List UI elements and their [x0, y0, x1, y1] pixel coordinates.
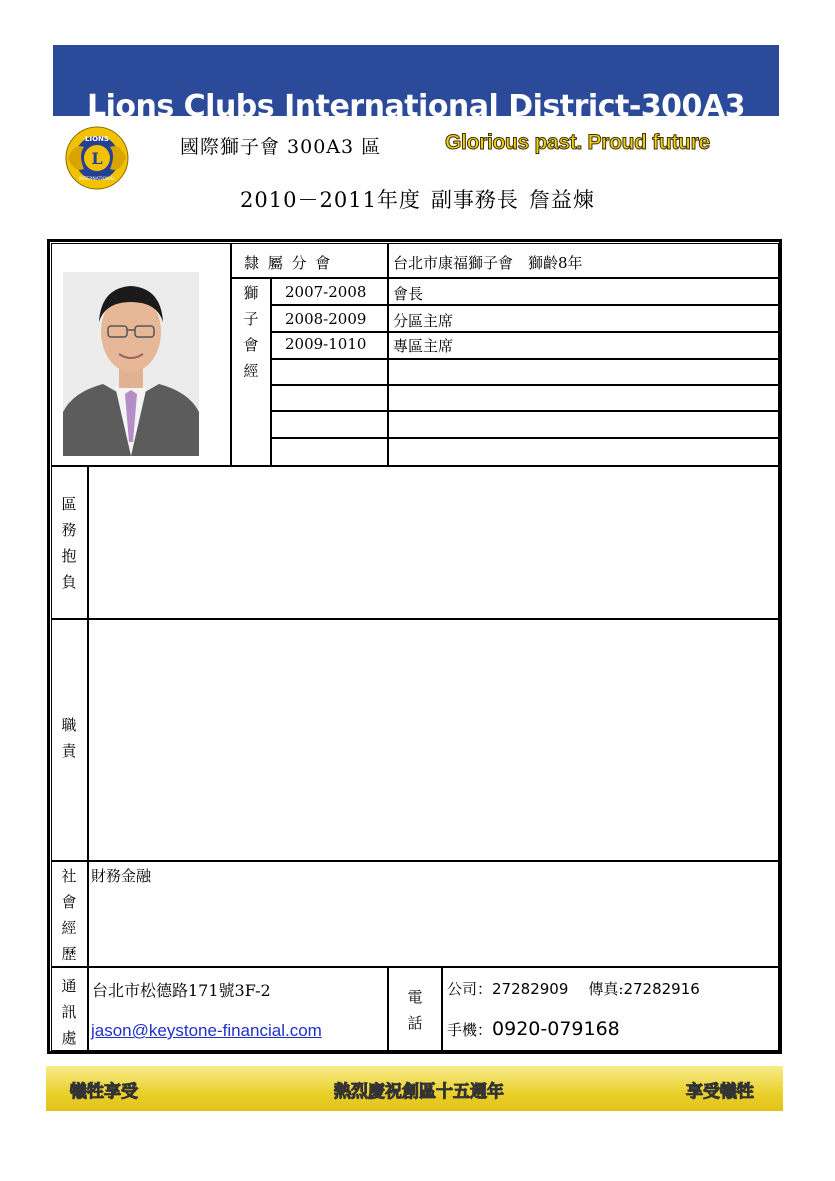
fax-label: 傳真: — [588, 980, 624, 998]
experience-role: 分區主席 — [393, 312, 454, 330]
experience-role: 專區主席 — [393, 337, 454, 355]
duty-value-cell — [88, 619, 779, 861]
slogan: Glorious past. Proud future — [445, 131, 710, 154]
banner-title: Lions Clubs International District-300A3 — [86, 89, 746, 116]
club-label-cell — [231, 243, 388, 278]
footer-left-text: 犧牲享受 — [70, 1082, 138, 1102]
logo-letter: L — [91, 149, 103, 168]
role-title: 副事務長 — [430, 188, 519, 212]
experience-role-cell — [388, 411, 779, 438]
experience-label: 獅 子 會 經 — [243, 284, 259, 380]
contact-label-cell — [51, 967, 88, 1051]
experience-role-cell — [388, 359, 779, 385]
email-link[interactable]: jason@keystone-financial.com — [91, 1021, 322, 1040]
club-value-cell — [388, 243, 779, 278]
experience-label-cell — [231, 278, 271, 466]
mobile-label: 手機： — [447, 1021, 493, 1039]
experience-year-cell — [271, 385, 388, 411]
company-phone-line — [447, 978, 700, 999]
company-phone: 27282909 — [492, 980, 569, 998]
experience-year: 2009-1010 — [285, 335, 367, 353]
social-value: 財務金融 — [91, 867, 152, 885]
page-title — [0, 184, 835, 214]
experience-year-cell — [271, 411, 388, 438]
contact-label: 通 訊 處 — [61, 977, 77, 1047]
footer-right-text: 享受犧牲 — [686, 1082, 754, 1102]
district-chinese-name: 國際獅子會 300A3 區 — [180, 136, 382, 158]
experience-role-cell — [388, 385, 779, 411]
profile-photo — [63, 272, 199, 456]
experience-role-cell — [388, 278, 779, 305]
logo-text-bottom: INTERNATIONAL — [78, 177, 116, 182]
experience-role-cell — [388, 305, 779, 332]
duty-label-cell — [51, 619, 88, 861]
footer-center-text: 熱烈慶祝創區十五週年 — [334, 1082, 504, 1102]
experience-year-cell — [271, 305, 388, 332]
phone-value-cell — [442, 967, 779, 1051]
social-label: 社 會 經 歷 — [61, 867, 77, 963]
club-label: 隸 屬 分 會 — [244, 254, 333, 272]
lions-emblem-icon — [64, 125, 130, 191]
experience-year: 2007-2008 — [285, 283, 367, 301]
aspiration-label-cell — [51, 466, 88, 619]
mobile-line — [447, 1018, 620, 1040]
social-value-cell — [88, 861, 779, 967]
experience-year-cell — [271, 278, 388, 305]
experience-year-cell — [271, 438, 388, 466]
club-value: 台北市康福獅子會 獅齡8年 — [393, 254, 583, 272]
logo-text-top: LIONS — [85, 135, 109, 143]
term-year: 2010－2011年度 — [240, 188, 421, 212]
social-label-cell — [51, 861, 88, 967]
phone-label: 電 話 — [407, 988, 423, 1032]
experience-year-cell — [271, 332, 388, 359]
duty-label: 職 責 — [61, 716, 77, 760]
experience-role-cell — [388, 332, 779, 359]
address-value: 台北市松德路171號3F-2 — [92, 981, 271, 1000]
experience-year: 2008-2009 — [285, 310, 367, 328]
aspiration-label: 區 務 抱 負 — [61, 495, 77, 591]
experience-role: 會長 — [393, 285, 424, 303]
header-banner — [53, 45, 779, 116]
footer-banner — [46, 1066, 783, 1111]
aspiration-value-cell — [88, 466, 779, 619]
mobile-number: 0920-079168 — [492, 1018, 620, 1040]
company-label: 公司： — [447, 980, 493, 998]
experience-role-cell — [388, 438, 779, 466]
person-name: 詹益煉 — [528, 188, 595, 212]
fax-number: 27282916 — [623, 980, 700, 998]
address-cell — [88, 967, 388, 1051]
phone-label-cell — [388, 967, 442, 1051]
experience-year-cell — [271, 359, 388, 385]
